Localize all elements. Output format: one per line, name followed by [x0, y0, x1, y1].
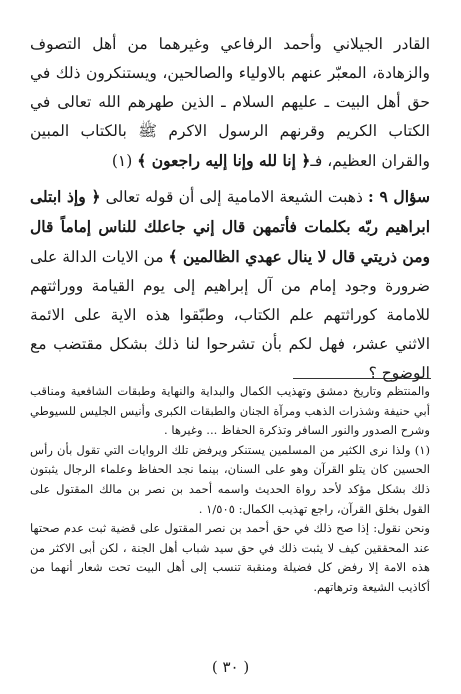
main-text	[30, 30, 430, 388]
footnote-1-continued: ونحن نقول: إذا صح ذلك في حق أحمد بن نصر المقتول على قضية ثبت عدم صحتها عند المحققين كيف لا يثبت ذلك في حق سيد شباب أهل الجنة ، لكن أبى الاكثر من هذه الامة إلا رفض كل فضيلة ومنقبة تنسب إلى أهل البيت تحت شعار أنهما من أكاذيب الشيعة وترهاتهم.	[30, 521, 430, 594]
paragraph-1	[30, 30, 430, 176]
footnote-ref: (١)	[111, 152, 138, 170]
quran-verse: ﴿ وإذ ابتلى ابراهيم ربّه بكلمات فأتمهن قال إني جاعلك للناس إماماً قال ومن ذريتي قال لا ينال عهدي الظالمين ﴾	[30, 187, 430, 266]
quran-quote: ﴿ إنا لله وإنا إليه راجعون ﴾	[137, 151, 311, 170]
paragraph-1-text: القادر الجيلاني وأحمد الرفاعي وغيرهما من أهل التصوف والزهادة، المعبّر عنهم بالاولياء والصالحين، ويستنكرون ذلك في حق أهل البيت ـ عليهم السلام ـ الذين طهرهم الله تعالى في الكتاب الكريم وقرنهم الرسول الاكرم ﷺ بالكتاب المبين والقران العظيم، فـ	[30, 35, 430, 170]
question-intro: ذهبت الشيعة الامامية إلى أن قوله تعالى	[100, 188, 369, 206]
footnote-1: (١) ولذا نرى الكثير من المسلمين يستنكر ويرفض تلك الروايات التي تقول بأن رأس الحسين كان يتلو القرآن وهو على السنان، بينما نجد الحفاظ وعلماء الرجال يثبتون ذلك بشكل مؤكد لأحد رواة الحديث واسمه أحمد بن نصر بن مالك المقتول على القول بخلق القرآن، راجع تهذيب الكمال: ١/٥٠٥ .	[30, 442, 430, 516]
footnotes	[30, 382, 430, 598]
footnote-divider	[293, 378, 431, 379]
question-9	[30, 182, 430, 388]
page-number: ( ٣٠ )	[211, 658, 250, 676]
footnote-continuation: والمنتظم وتاريخ دمشق وتهذيب الكمال والبداية والنهاية وطبقات الشافعية ومناقب أبي حنيفة وشذرات الذهب ومرآة الجنان والطبقات الكبرى وأنيس الجليس للسيوطي وشرح الصدور والنور السافر وتذكرة الحفاظ ... وغيرها .	[30, 384, 430, 438]
question-rest: من الايات الدالة على ضرورة وجود إمام من آل إبراهيم إلى يوم القيامة ووراثتهم للامامة كوراثتهم علم الكتاب، وطبّقوا هذه الاية على الائمة الاثني عشر، فهل لكم بأن تشرحوا لنا ذلك بشكل مقتضب مع الوضوح ؟	[30, 248, 430, 382]
question-label: سؤال ٩ :	[368, 187, 430, 206]
